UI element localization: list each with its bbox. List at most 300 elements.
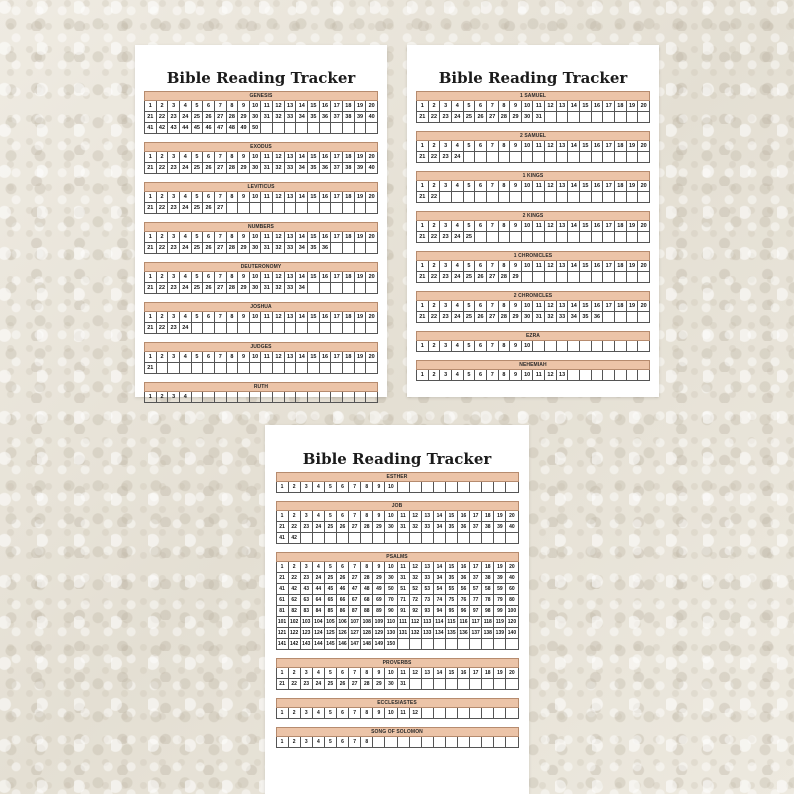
chapter-checkbox[interactable]: 94 (434, 606, 446, 617)
chapter-checkbox[interactable]: 7 (215, 232, 227, 243)
chapter-checkbox[interactable]: 2 (157, 312, 169, 323)
chapter-checkbox[interactable]: 38 (343, 112, 355, 123)
chapter-checkbox[interactable]: 15 (308, 192, 320, 203)
chapter-checkbox[interactable]: 70 (385, 595, 397, 606)
chapter-checkbox[interactable]: 30 (250, 112, 262, 123)
chapter-checkbox[interactable]: 16 (320, 272, 332, 283)
chapter-checkbox[interactable]: 17 (331, 192, 343, 203)
chapter-checkbox[interactable]: 26 (203, 112, 215, 123)
chapter-checkbox[interactable]: 3 (168, 152, 180, 163)
chapter-checkbox[interactable]: 28 (227, 112, 239, 123)
chapter-checkbox[interactable]: 18 (343, 232, 355, 243)
chapter-checkbox[interactable]: 47 (215, 123, 227, 134)
chapter-checkbox[interactable]: 117 (470, 617, 482, 628)
chapter-checkbox[interactable]: 1 (277, 482, 289, 493)
chapter-checkbox[interactable]: 11 (261, 232, 273, 243)
chapter-checkbox[interactable]: 7 (215, 312, 227, 323)
chapter-checkbox[interactable]: 33 (422, 573, 434, 584)
chapter-checkbox[interactable]: 4 (313, 562, 325, 573)
chapter-checkbox[interactable]: 13 (557, 261, 569, 272)
chapter-checkbox[interactable]: 8 (499, 261, 511, 272)
chapter-checkbox[interactable]: 8 (361, 562, 373, 573)
chapter-checkbox[interactable]: 15 (580, 221, 592, 232)
chapter-checkbox[interactable]: 14 (296, 101, 308, 112)
chapter-checkbox[interactable]: 91 (398, 606, 410, 617)
chapter-checkbox[interactable]: 11 (533, 101, 545, 112)
chapter-checkbox[interactable]: 2 (157, 232, 169, 243)
chapter-checkbox[interactable]: 2 (429, 341, 441, 352)
chapter-checkbox[interactable]: 45 (325, 584, 337, 595)
chapter-checkbox[interactable]: 39 (494, 573, 506, 584)
chapter-checkbox[interactable]: 3 (301, 737, 313, 748)
chapter-checkbox[interactable]: 52 (410, 584, 422, 595)
chapter-checkbox[interactable]: 26 (203, 163, 215, 174)
chapter-checkbox[interactable]: 16 (320, 192, 332, 203)
chapter-checkbox[interactable]: 4 (180, 152, 192, 163)
chapter-checkbox[interactable]: 127 (349, 628, 361, 639)
chapter-checkbox[interactable]: 35 (308, 112, 320, 123)
chapter-checkbox[interactable]: 6 (203, 232, 215, 243)
chapter-checkbox[interactable]: 14 (568, 101, 580, 112)
chapter-checkbox[interactable]: 7 (215, 152, 227, 163)
chapter-checkbox[interactable]: 20 (366, 312, 378, 323)
chapter-checkbox[interactable]: 136 (458, 628, 470, 639)
chapter-checkbox[interactable]: 5 (464, 101, 476, 112)
chapter-checkbox[interactable]: 15 (446, 562, 458, 573)
chapter-checkbox[interactable]: 16 (320, 101, 332, 112)
chapter-checkbox[interactable]: 51 (398, 584, 410, 595)
chapter-checkbox[interactable]: 149 (373, 639, 385, 650)
chapter-checkbox[interactable]: 24 (313, 522, 325, 533)
chapter-checkbox[interactable]: 17 (470, 511, 482, 522)
chapter-checkbox[interactable]: 27 (487, 112, 499, 123)
chapter-checkbox[interactable]: 150 (385, 639, 397, 650)
chapter-checkbox[interactable]: 30 (250, 163, 262, 174)
chapter-checkbox[interactable]: 28 (361, 522, 373, 533)
chapter-checkbox[interactable]: 5 (464, 341, 476, 352)
chapter-checkbox[interactable]: 4 (180, 312, 192, 323)
chapter-checkbox[interactable]: 34 (434, 573, 446, 584)
chapter-checkbox[interactable]: 50 (385, 584, 397, 595)
chapter-checkbox[interactable]: 14 (434, 511, 446, 522)
chapter-checkbox[interactable]: 20 (638, 181, 650, 192)
chapter-checkbox[interactable]: 58 (482, 584, 494, 595)
chapter-checkbox[interactable]: 20 (506, 668, 518, 679)
chapter-checkbox[interactable]: 8 (227, 152, 239, 163)
chapter-checkbox[interactable]: 106 (337, 617, 349, 628)
chapter-checkbox[interactable]: 18 (343, 192, 355, 203)
chapter-checkbox[interactable]: 15 (580, 141, 592, 152)
chapter-checkbox[interactable]: 92 (410, 606, 422, 617)
chapter-checkbox[interactable]: 36 (592, 312, 604, 323)
chapter-checkbox[interactable]: 1 (145, 152, 157, 163)
chapter-checkbox[interactable]: 1 (277, 511, 289, 522)
chapter-checkbox[interactable]: 46 (203, 123, 215, 134)
chapter-checkbox[interactable]: 7 (487, 101, 499, 112)
chapter-checkbox[interactable]: 19 (627, 301, 639, 312)
chapter-checkbox[interactable]: 49 (373, 584, 385, 595)
chapter-checkbox[interactable]: 18 (615, 141, 627, 152)
chapter-checkbox[interactable]: 1 (417, 101, 429, 112)
chapter-checkbox[interactable]: 1 (145, 192, 157, 203)
chapter-checkbox[interactable]: 56 (458, 584, 470, 595)
chapter-checkbox[interactable]: 37 (470, 573, 482, 584)
chapter-checkbox[interactable]: 10 (250, 101, 262, 112)
chapter-checkbox[interactable]: 8 (227, 352, 239, 363)
chapter-checkbox[interactable]: 16 (592, 181, 604, 192)
chapter-checkbox[interactable]: 11 (261, 272, 273, 283)
chapter-checkbox[interactable]: 7 (487, 221, 499, 232)
chapter-checkbox[interactable]: 11 (261, 312, 273, 323)
chapter-checkbox[interactable]: 12 (410, 562, 422, 573)
chapter-checkbox[interactable]: 1 (145, 232, 157, 243)
chapter-checkbox[interactable]: 28 (361, 573, 373, 584)
chapter-checkbox[interactable]: 134 (434, 628, 446, 639)
chapter-checkbox[interactable]: 2 (157, 101, 169, 112)
chapter-checkbox[interactable]: 22 (429, 272, 441, 283)
chapter-checkbox[interactable]: 29 (510, 312, 522, 323)
chapter-checkbox[interactable]: 23 (168, 323, 180, 334)
chapter-checkbox[interactable]: 133 (422, 628, 434, 639)
chapter-checkbox[interactable]: 44 (180, 123, 192, 134)
chapter-checkbox[interactable]: 1 (417, 341, 429, 352)
chapter-checkbox[interactable]: 87 (349, 606, 361, 617)
chapter-checkbox[interactable]: 12 (410, 668, 422, 679)
chapter-checkbox[interactable]: 17 (331, 101, 343, 112)
chapter-checkbox[interactable]: 10 (250, 232, 262, 243)
chapter-checkbox[interactable]: 17 (603, 181, 615, 192)
chapter-checkbox[interactable]: 11 (398, 708, 410, 719)
chapter-checkbox[interactable]: 27 (215, 283, 227, 294)
chapter-checkbox[interactable]: 13 (557, 301, 569, 312)
chapter-checkbox[interactable]: 23 (168, 243, 180, 254)
chapter-checkbox[interactable]: 11 (398, 562, 410, 573)
chapter-checkbox[interactable]: 4 (180, 272, 192, 283)
chapter-checkbox[interactable]: 25 (464, 112, 476, 123)
chapter-checkbox[interactable]: 19 (355, 272, 367, 283)
chapter-checkbox[interactable]: 1 (277, 668, 289, 679)
chapter-checkbox[interactable]: 21 (145, 363, 157, 374)
chapter-checkbox[interactable]: 13 (285, 101, 297, 112)
chapter-checkbox[interactable]: 48 (227, 123, 239, 134)
chapter-checkbox[interactable]: 3 (440, 181, 452, 192)
chapter-checkbox[interactable]: 2 (157, 152, 169, 163)
chapter-checkbox[interactable]: 30 (250, 283, 262, 294)
chapter-checkbox[interactable]: 115 (446, 617, 458, 628)
chapter-checkbox[interactable]: 42 (157, 123, 169, 134)
chapter-checkbox[interactable]: 11 (398, 668, 410, 679)
chapter-checkbox[interactable]: 25 (325, 522, 337, 533)
chapter-checkbox[interactable]: 15 (580, 261, 592, 272)
chapter-checkbox[interactable]: 4 (180, 352, 192, 363)
chapter-checkbox[interactable]: 22 (429, 232, 441, 243)
chapter-checkbox[interactable]: 22 (157, 323, 169, 334)
chapter-checkbox[interactable]: 8 (499, 101, 511, 112)
chapter-checkbox[interactable]: 29 (373, 522, 385, 533)
chapter-checkbox[interactable]: 4 (452, 341, 464, 352)
chapter-checkbox[interactable]: 7 (349, 737, 361, 748)
chapter-checkbox[interactable]: 5 (192, 312, 204, 323)
chapter-checkbox[interactable]: 17 (331, 352, 343, 363)
chapter-checkbox[interactable]: 108 (361, 617, 373, 628)
chapter-checkbox[interactable]: 9 (238, 232, 250, 243)
chapter-checkbox[interactable]: 44 (313, 584, 325, 595)
chapter-checkbox[interactable]: 29 (373, 679, 385, 690)
chapter-checkbox[interactable]: 13 (285, 272, 297, 283)
chapter-checkbox[interactable]: 27 (215, 163, 227, 174)
chapter-checkbox[interactable]: 8 (499, 141, 511, 152)
chapter-checkbox[interactable]: 20 (366, 272, 378, 283)
chapter-checkbox[interactable]: 59 (494, 584, 506, 595)
chapter-checkbox[interactable]: 9 (238, 192, 250, 203)
chapter-checkbox[interactable]: 11 (261, 352, 273, 363)
chapter-checkbox[interactable]: 26 (203, 283, 215, 294)
chapter-checkbox[interactable]: 5 (325, 737, 337, 748)
chapter-checkbox[interactable]: 25 (192, 203, 204, 214)
chapter-checkbox[interactable]: 27 (215, 203, 227, 214)
chapter-checkbox[interactable]: 84 (313, 606, 325, 617)
chapter-checkbox[interactable]: 17 (603, 101, 615, 112)
chapter-checkbox[interactable]: 22 (289, 679, 301, 690)
chapter-checkbox[interactable]: 32 (410, 522, 422, 533)
chapter-checkbox[interactable]: 31 (398, 679, 410, 690)
chapter-checkbox[interactable]: 8 (361, 511, 373, 522)
chapter-checkbox[interactable]: 1 (417, 181, 429, 192)
chapter-checkbox[interactable]: 11 (398, 511, 410, 522)
chapter-checkbox[interactable]: 40 (366, 112, 378, 123)
chapter-checkbox[interactable]: 4 (313, 482, 325, 493)
chapter-checkbox[interactable]: 25 (325, 573, 337, 584)
chapter-checkbox[interactable]: 75 (446, 595, 458, 606)
chapter-checkbox[interactable]: 137 (470, 628, 482, 639)
chapter-checkbox[interactable]: 122 (289, 628, 301, 639)
chapter-checkbox[interactable]: 2 (429, 101, 441, 112)
chapter-checkbox[interactable]: 8 (227, 192, 239, 203)
chapter-checkbox[interactable]: 5 (192, 232, 204, 243)
chapter-checkbox[interactable]: 12 (545, 101, 557, 112)
chapter-checkbox[interactable]: 18 (615, 221, 627, 232)
chapter-checkbox[interactable]: 15 (308, 232, 320, 243)
chapter-checkbox[interactable]: 29 (238, 243, 250, 254)
chapter-checkbox[interactable]: 31 (533, 112, 545, 123)
chapter-checkbox[interactable]: 22 (289, 522, 301, 533)
chapter-checkbox[interactable]: 86 (337, 606, 349, 617)
chapter-checkbox[interactable]: 19 (355, 352, 367, 363)
chapter-checkbox[interactable]: 77 (470, 595, 482, 606)
chapter-checkbox[interactable]: 3 (168, 232, 180, 243)
chapter-checkbox[interactable]: 16 (592, 101, 604, 112)
chapter-checkbox[interactable]: 8 (227, 232, 239, 243)
chapter-checkbox[interactable]: 135 (446, 628, 458, 639)
chapter-checkbox[interactable]: 5 (464, 221, 476, 232)
chapter-checkbox[interactable]: 10 (522, 141, 534, 152)
chapter-checkbox[interactable]: 15 (308, 312, 320, 323)
chapter-checkbox[interactable]: 6 (475, 221, 487, 232)
chapter-checkbox[interactable]: 20 (638, 101, 650, 112)
chapter-checkbox[interactable]: 18 (615, 101, 627, 112)
chapter-checkbox[interactable]: 15 (308, 272, 320, 283)
chapter-checkbox[interactable]: 24 (452, 312, 464, 323)
chapter-checkbox[interactable]: 23 (440, 272, 452, 283)
chapter-checkbox[interactable]: 13 (285, 352, 297, 363)
chapter-checkbox[interactable]: 4 (180, 232, 192, 243)
chapter-checkbox[interactable]: 2 (429, 261, 441, 272)
chapter-checkbox[interactable]: 103 (301, 617, 313, 628)
chapter-checkbox[interactable]: 105 (325, 617, 337, 628)
chapter-checkbox[interactable]: 32 (273, 163, 285, 174)
chapter-checkbox[interactable]: 9 (238, 101, 250, 112)
chapter-checkbox[interactable]: 19 (355, 101, 367, 112)
chapter-checkbox[interactable]: 21 (277, 679, 289, 690)
chapter-checkbox[interactable]: 11 (261, 152, 273, 163)
chapter-checkbox[interactable]: 22 (157, 243, 169, 254)
chapter-checkbox[interactable]: 48 (361, 584, 373, 595)
chapter-checkbox[interactable]: 4 (452, 181, 464, 192)
chapter-checkbox[interactable]: 25 (464, 232, 476, 243)
chapter-checkbox[interactable]: 20 (506, 562, 518, 573)
chapter-checkbox[interactable]: 10 (385, 562, 397, 573)
chapter-checkbox[interactable]: 33 (557, 312, 569, 323)
chapter-checkbox[interactable]: 8 (227, 312, 239, 323)
chapter-checkbox[interactable]: 10 (385, 511, 397, 522)
chapter-checkbox[interactable]: 17 (603, 141, 615, 152)
chapter-checkbox[interactable]: 60 (506, 584, 518, 595)
chapter-checkbox[interactable]: 25 (192, 283, 204, 294)
chapter-checkbox[interactable]: 1 (277, 708, 289, 719)
chapter-checkbox[interactable]: 16 (458, 511, 470, 522)
chapter-checkbox[interactable]: 118 (482, 617, 494, 628)
chapter-checkbox[interactable]: 3 (168, 352, 180, 363)
chapter-checkbox[interactable]: 1 (417, 261, 429, 272)
chapter-checkbox[interactable]: 12 (273, 192, 285, 203)
chapter-checkbox[interactable]: 116 (458, 617, 470, 628)
chapter-checkbox[interactable]: 10 (522, 370, 534, 381)
chapter-checkbox[interactable]: 28 (361, 679, 373, 690)
chapter-checkbox[interactable]: 9 (510, 101, 522, 112)
chapter-checkbox[interactable]: 9 (510, 221, 522, 232)
chapter-checkbox[interactable]: 11 (533, 141, 545, 152)
chapter-checkbox[interactable]: 3 (301, 668, 313, 679)
chapter-checkbox[interactable]: 145 (325, 639, 337, 650)
chapter-checkbox[interactable]: 85 (325, 606, 337, 617)
chapter-checkbox[interactable]: 24 (180, 283, 192, 294)
chapter-checkbox[interactable]: 7 (215, 272, 227, 283)
chapter-checkbox[interactable]: 7 (487, 341, 499, 352)
chapter-checkbox[interactable]: 4 (452, 101, 464, 112)
chapter-checkbox[interactable]: 21 (145, 203, 157, 214)
chapter-checkbox[interactable]: 1 (417, 221, 429, 232)
chapter-checkbox[interactable]: 125 (325, 628, 337, 639)
chapter-checkbox[interactable]: 27 (349, 522, 361, 533)
chapter-checkbox[interactable]: 26 (475, 312, 487, 323)
chapter-checkbox[interactable]: 25 (192, 243, 204, 254)
chapter-checkbox[interactable]: 132 (410, 628, 422, 639)
chapter-checkbox[interactable]: 9 (238, 312, 250, 323)
chapter-checkbox[interactable]: 12 (410, 511, 422, 522)
chapter-checkbox[interactable]: 54 (434, 584, 446, 595)
chapter-checkbox[interactable]: 20 (366, 152, 378, 163)
chapter-checkbox[interactable]: 10 (522, 341, 534, 352)
chapter-checkbox[interactable]: 7 (487, 301, 499, 312)
chapter-checkbox[interactable]: 147 (349, 639, 361, 650)
chapter-checkbox[interactable]: 24 (313, 679, 325, 690)
chapter-checkbox[interactable]: 6 (203, 152, 215, 163)
chapter-checkbox[interactable]: 32 (273, 243, 285, 254)
chapter-checkbox[interactable]: 43 (301, 584, 313, 595)
chapter-checkbox[interactable]: 31 (261, 243, 273, 254)
chapter-checkbox[interactable]: 80 (506, 595, 518, 606)
chapter-checkbox[interactable]: 3 (168, 101, 180, 112)
chapter-checkbox[interactable]: 20 (638, 141, 650, 152)
chapter-checkbox[interactable]: 43 (168, 123, 180, 134)
chapter-checkbox[interactable]: 30 (522, 312, 534, 323)
chapter-checkbox[interactable]: 20 (366, 101, 378, 112)
chapter-checkbox[interactable]: 11 (261, 192, 273, 203)
chapter-checkbox[interactable]: 12 (273, 312, 285, 323)
chapter-checkbox[interactable]: 6 (475, 141, 487, 152)
chapter-checkbox[interactable]: 12 (273, 101, 285, 112)
chapter-checkbox[interactable]: 27 (215, 243, 227, 254)
chapter-checkbox[interactable]: 16 (592, 221, 604, 232)
chapter-checkbox[interactable]: 12 (273, 352, 285, 363)
chapter-checkbox[interactable]: 26 (203, 243, 215, 254)
chapter-checkbox[interactable]: 14 (296, 272, 308, 283)
chapter-checkbox[interactable]: 124 (313, 628, 325, 639)
chapter-checkbox[interactable]: 12 (545, 261, 557, 272)
chapter-checkbox[interactable]: 23 (440, 112, 452, 123)
chapter-checkbox[interactable]: 6 (337, 562, 349, 573)
chapter-checkbox[interactable]: 1 (145, 272, 157, 283)
chapter-checkbox[interactable]: 30 (385, 522, 397, 533)
chapter-checkbox[interactable]: 10 (385, 482, 397, 493)
chapter-checkbox[interactable]: 74 (434, 595, 446, 606)
chapter-checkbox[interactable]: 12 (273, 232, 285, 243)
chapter-checkbox[interactable]: 13 (557, 221, 569, 232)
chapter-checkbox[interactable]: 21 (417, 272, 429, 283)
chapter-checkbox[interactable]: 17 (603, 301, 615, 312)
chapter-checkbox[interactable]: 123 (301, 628, 313, 639)
chapter-checkbox[interactable]: 113 (422, 617, 434, 628)
chapter-checkbox[interactable]: 3 (168, 392, 180, 403)
chapter-checkbox[interactable]: 22 (157, 163, 169, 174)
chapter-checkbox[interactable]: 148 (361, 639, 373, 650)
chapter-checkbox[interactable]: 27 (215, 112, 227, 123)
chapter-checkbox[interactable]: 24 (180, 163, 192, 174)
chapter-checkbox[interactable]: 5 (192, 152, 204, 163)
chapter-checkbox[interactable]: 11 (533, 370, 545, 381)
chapter-checkbox[interactable]: 6 (203, 312, 215, 323)
chapter-checkbox[interactable]: 25 (325, 679, 337, 690)
chapter-checkbox[interactable]: 3 (301, 708, 313, 719)
chapter-checkbox[interactable]: 9 (510, 370, 522, 381)
chapter-checkbox[interactable]: 4 (180, 101, 192, 112)
chapter-checkbox[interactable]: 31 (398, 522, 410, 533)
chapter-checkbox[interactable]: 13 (422, 668, 434, 679)
chapter-checkbox[interactable]: 3 (440, 341, 452, 352)
chapter-checkbox[interactable]: 13 (422, 562, 434, 573)
chapter-checkbox[interactable]: 17 (603, 261, 615, 272)
chapter-checkbox[interactable]: 2 (289, 708, 301, 719)
chapter-checkbox[interactable]: 109 (373, 617, 385, 628)
chapter-checkbox[interactable]: 10 (522, 261, 534, 272)
chapter-checkbox[interactable]: 146 (337, 639, 349, 650)
chapter-checkbox[interactable]: 11 (533, 301, 545, 312)
chapter-checkbox[interactable]: 9 (373, 562, 385, 573)
chapter-checkbox[interactable]: 12 (273, 152, 285, 163)
chapter-checkbox[interactable]: 22 (429, 112, 441, 123)
chapter-checkbox[interactable]: 10 (250, 352, 262, 363)
chapter-checkbox[interactable]: 18 (343, 352, 355, 363)
